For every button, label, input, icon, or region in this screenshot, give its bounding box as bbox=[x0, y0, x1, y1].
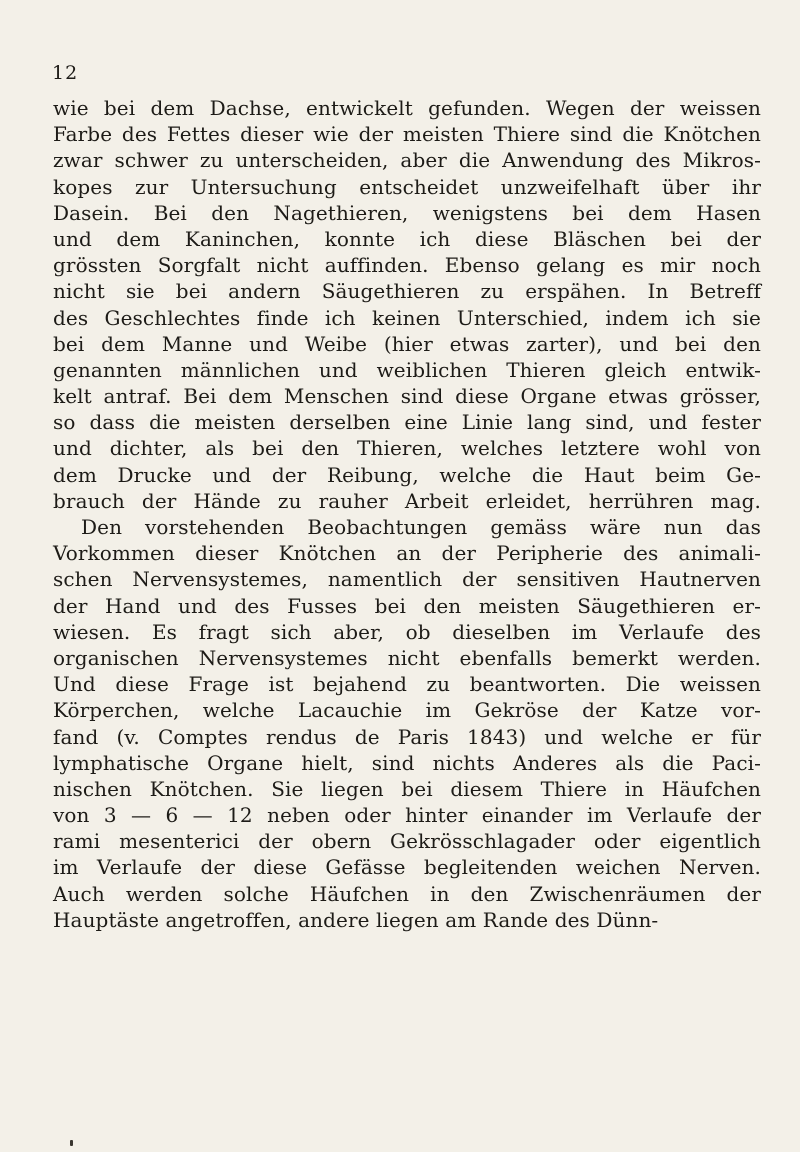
text-line-2: Farbe des Fettes dieser wie der meisten Thiere sind die Knötchen bbox=[53, 122, 761, 147]
text-line-25: fand (v. Comptes rendus de Paris 1843) und welche er für bbox=[53, 724, 761, 749]
text-line-20: der Hand und des Fusses bei den meisten Säugethieren er- bbox=[53, 593, 761, 618]
text-line-24: Körperchen, welche Lacauchie im Gekröse der Katze vor- bbox=[53, 698, 761, 723]
text-line-23: Und diese Frage ist bejahend zu beantworten. Die weissen bbox=[53, 672, 761, 697]
text-line-1: wie bei dem Dachse, entwickelt gefunden. Wegen der weissen bbox=[53, 96, 761, 120]
text-line-4: kopes zur Untersuchung entscheidet unzweifelhaft über ihr bbox=[53, 174, 761, 199]
text-line-30: im Verlaufe der diese Gefässe begleitenden weichen Nerven. bbox=[53, 855, 761, 880]
text-line-15: dem Drucke und der Reibung, welche die Haut beim Ge- bbox=[53, 462, 761, 487]
text-line-28: von 3 — 6 — 12 neben oder hinter einander im Verlaufe der bbox=[53, 803, 761, 828]
text-line-13: so dass die meisten derselben eine Linie lang sind, und fester bbox=[53, 410, 761, 435]
body-text bbox=[53, 95, 761, 933]
text-line-18: Vorkommen dieser Knötchen an der Peripherie des animali- bbox=[53, 541, 761, 566]
text-line-14: und dichter, als bei den Thieren, welches letztere wohl von bbox=[53, 436, 761, 461]
text-line-11: genannten männlichen und weiblichen Thieren gleich entwik- bbox=[53, 357, 761, 382]
text-line-31: Auch werden solche Häufchen in den Zwischenräumen der bbox=[53, 881, 761, 906]
text-line-21: wiesen. Es fragt sich aber, ob dieselben im Verlaufe des bbox=[53, 619, 761, 644]
text-line-19: schen Nervensystemes, namentlich der sensitiven Hautnerven bbox=[53, 567, 761, 592]
text-line-8: nicht sie bei andern Säugethieren zu erspähen. In Betreff bbox=[53, 279, 761, 304]
text-line-3: zwar schwer zu unterscheiden, aber die Anwendung des Mikros- bbox=[53, 148, 761, 173]
text-line-22: organischen Nervensystemes nicht ebenfalls bemerkt werden. bbox=[53, 645, 761, 670]
page-number: 12 bbox=[52, 62, 79, 84]
text-line-10: bei dem Manne und Weibe (hier etwas zarter), und bei den bbox=[53, 331, 761, 356]
text-line-16: brauch der Hände zu rauher Arbeit erleidet, herrühren mag. bbox=[53, 488, 761, 513]
text-line-17: Den vorstehenden Beobachtungen gemäss wäre nun das bbox=[81, 515, 761, 539]
text-line-27: nischen Knötchen. Sie liegen bei diesem Thiere in Häufchen bbox=[53, 776, 761, 801]
text-line-26: lymphatische Organe hielt, sind nichts Anderes als die Paci- bbox=[53, 750, 761, 775]
text-line-12: kelt antraf. Bei dem Menschen sind diese Organe etwas grösser, bbox=[53, 384, 761, 409]
text-line-5: Dasein. Bei den Nagethieren, wenigstens bei dem Hasen bbox=[53, 200, 761, 225]
text-line-7: grössten Sorgfalt nicht auffinden. Ebenso gelang es mir noch bbox=[53, 253, 761, 278]
text-line-32: Hauptäste angetroffen, andere liegen am Rande des Dünn- bbox=[53, 907, 659, 932]
ink-speck bbox=[70, 1140, 73, 1146]
text-line-29: rami mesenterici der obern Gekrösschlagader oder eigentlich bbox=[53, 829, 761, 854]
text-line-6: und dem Kaninchen, konnte ich diese Bläschen bei der bbox=[53, 226, 761, 251]
text-line-9: des Geschlechtes finde ich keinen Unterschied, indem ich sie bbox=[53, 305, 761, 330]
